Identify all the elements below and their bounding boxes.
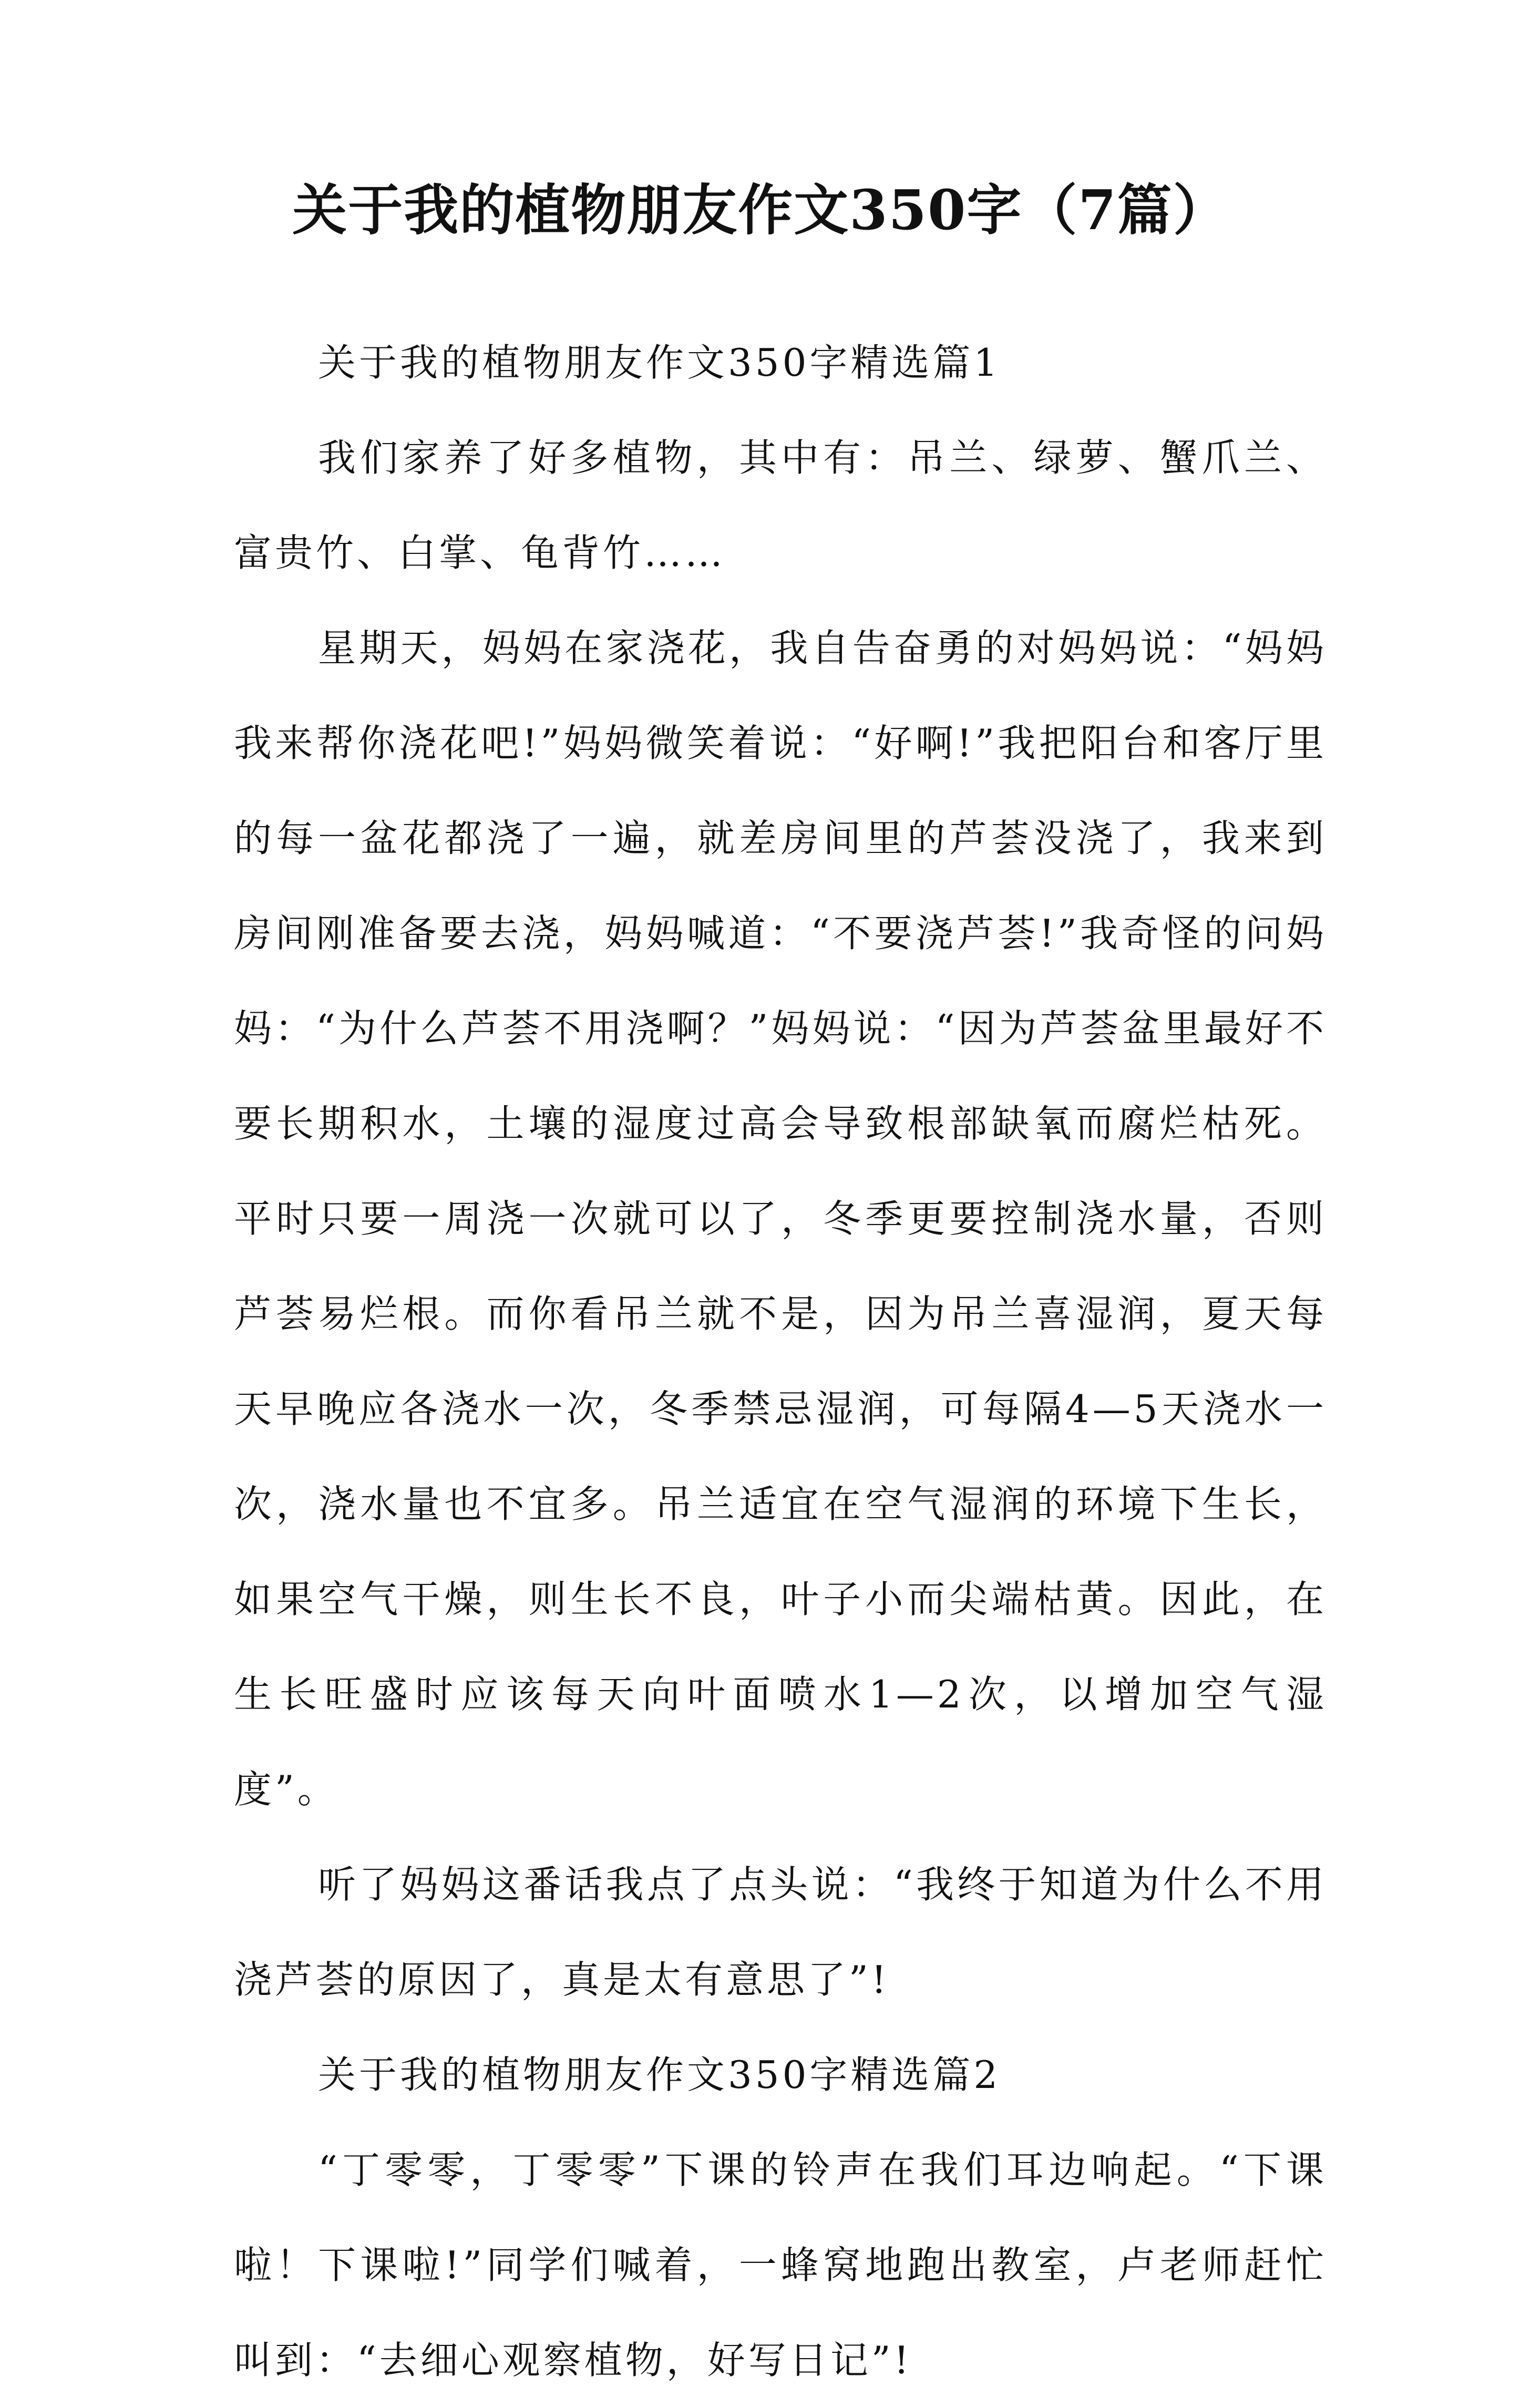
section-heading-1: 关于我的植物朋友作文350字精选篇1 (318, 341, 1001, 385)
paragraph-watering-story: 星期天，妈妈在家浇花，我自告奋勇的对妈妈说：“妈妈我来帮你浇花吧!”妈妈微笑着说：“好啊!”我把阳台和客厅里的每一盆花都浇了一遍，就差房间里的芦荟没浇了，我来到房间刚准备要去浇，妈妈喊道：“不要浇芦荟!”我奇怪的问妈妈：“为什么芦荟不用浇啊？”妈妈说：“因为芦荟盆里最好不要长期积水，土壤的湿度过高会导致根部缺氧而腐烂枯死。平时只要一周浇一次就可以了，冬季更要控制浇水量，否则芦荟易烂根。而你看吊兰就不是，因为吊兰喜湿润，夏天每天早晚应各浇水一次，冬季禁忌湿润，可每隔4—5天浇水一次，浇水量也不宜多。吊兰适宜在空气湿润的环境下生长，如果空气干燥，则生长不良，叶子小而尖端枯黄。因此，在生长旺盛时应该每天向叶面喷水1—2次，以增加空气湿度”。 (234, 626, 1327, 1812)
document-body (234, 315, 1327, 2408)
section-heading-2: 关于我的植物朋友作文350字精选篇2 (318, 2053, 1001, 2097)
paragraph-plant-list: 我们家养了好多植物，其中有：吊兰、绿萝、蟹爪兰、富贵竹、白掌、龟背竹…… (234, 436, 1327, 575)
paragraph-bell-ring: “丁零零，丁零零”下课的铃声在我们耳边响起。“下课啦！下课啦!”同学们喊着，一蜂窝地跑出教室，卢老师赶忙叫到：“去细心观察植物，好写日记”! (234, 2148, 1327, 2382)
document-title: 关于我的植物朋友作文350字（7篇） (292, 178, 1229, 242)
paragraph-conclusion: 听了妈妈这番话我点了点头说：“我终于知道为什么不用浇芦荟的原因了，真是太有意思了”! (234, 1862, 1327, 2002)
